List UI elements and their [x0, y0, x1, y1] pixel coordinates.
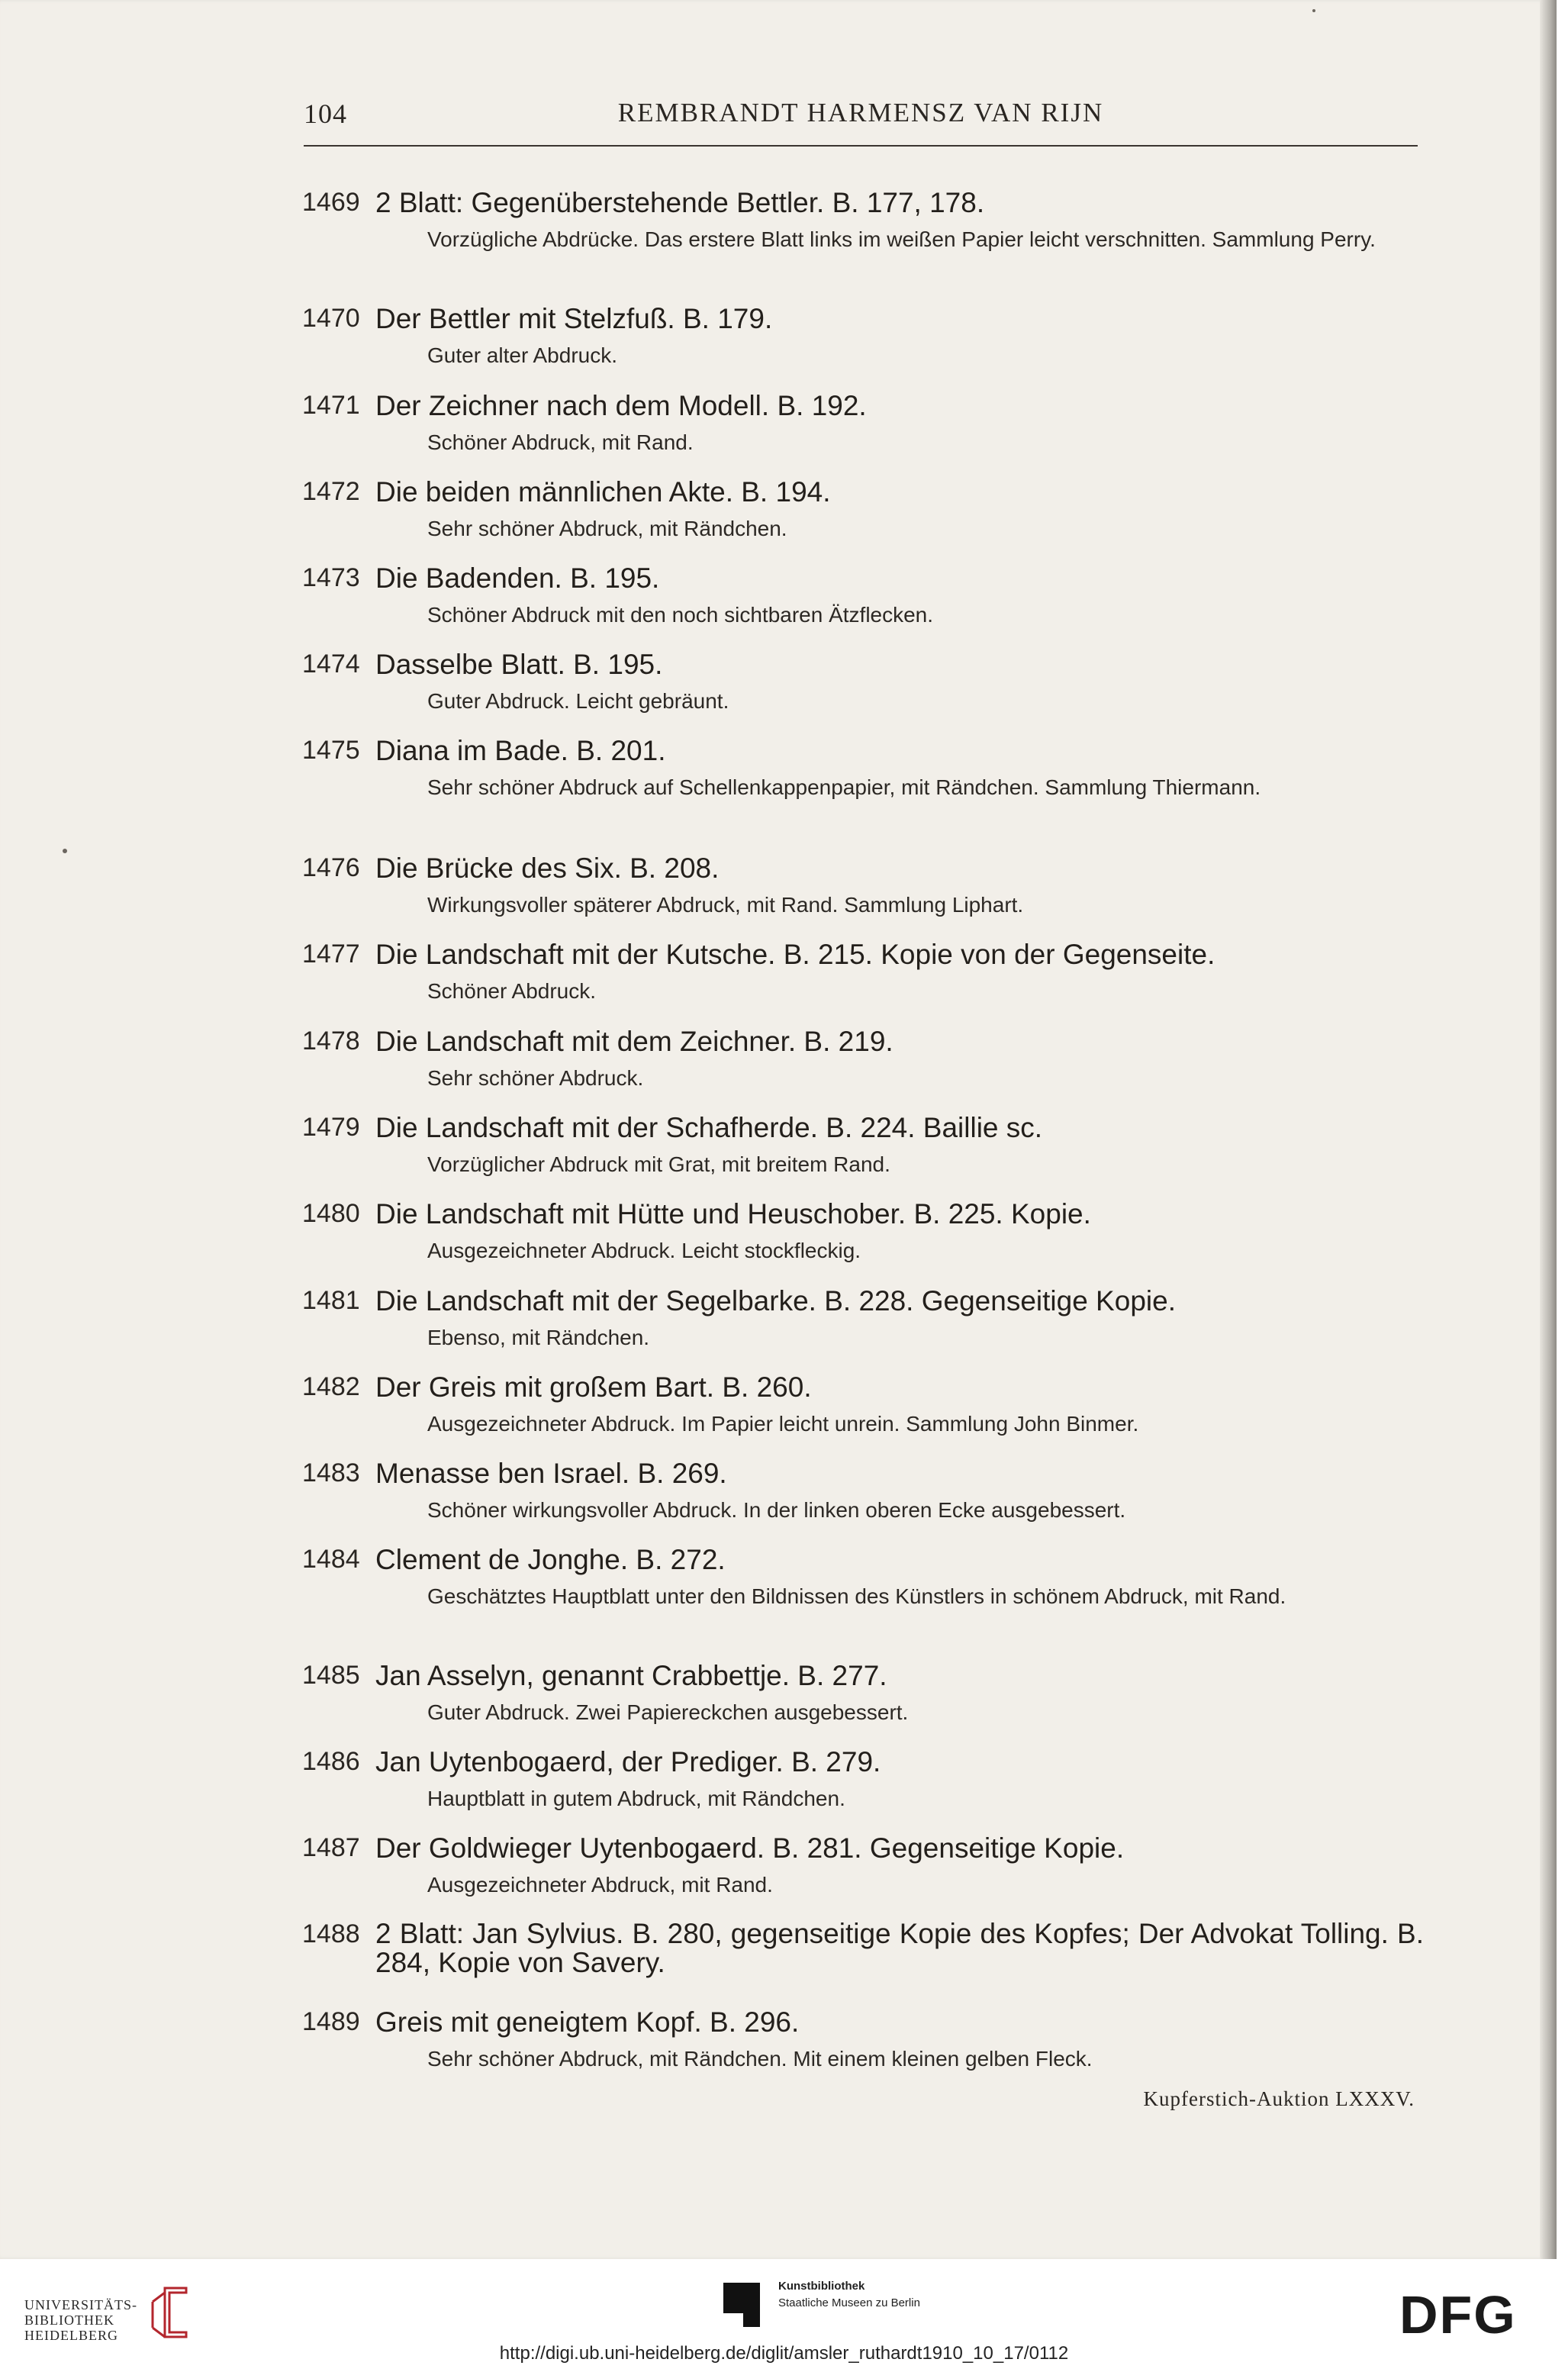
- lot-note: Wirkungsvoller späterer Abdruck, mit Rand. Sammlung Liphart.: [427, 893, 1024, 917]
- page-number: 104: [304, 98, 347, 129]
- lot-note: Ausgezeichneter Abdruck. Im Papier leicht unrein. Sammlung John Binmer.: [427, 1412, 1139, 1436]
- lot-number: 1483: [302, 1458, 360, 1487]
- lot-title: Jan Asselyn, genannt Crabbettje. B. 277.: [375, 1660, 887, 1691]
- lot-number: 1484: [302, 1545, 360, 1574]
- lot-number: 1489: [302, 2007, 360, 2036]
- lot-note: Vorzüglicher Abdruck mit Grat, mit breitem Rand.: [427, 1152, 890, 1176]
- kb-line-2: Staatliche Museen zu Berlin: [778, 2296, 920, 2309]
- lot-number: 1473: [302, 563, 360, 592]
- lot-number: 1469: [302, 188, 360, 217]
- ub-logo-icon: [142, 2282, 195, 2343]
- lot-title: 2 Blatt: Jan Sylvius. B. 280, gegenseitige Kopie des Kopfes; Der Advokat Tolling. B. 284, Kopie von Savery.: [375, 1918, 1424, 1978]
- lot-number: 1479: [302, 1113, 360, 1142]
- lot-number: 1475: [302, 736, 360, 765]
- lot-number: 1487: [302, 1833, 360, 1862]
- lot-title: Greis mit geneigtem Kopf. B. 296.: [375, 2006, 800, 2038]
- lot-note: Guter alter Abdruck.: [427, 343, 618, 367]
- ub-line-3: HEIDELBERG: [24, 2328, 118, 2343]
- ub-line-1: UNIVERSITÄTS-: [24, 2297, 137, 2312]
- lot-note: Schöner Abdruck, mit Rand.: [427, 430, 694, 454]
- lot-note: Hauptblatt in gutem Abdruck, mit Rändchen.: [427, 1787, 845, 1810]
- lot-number: 1482: [302, 1372, 360, 1401]
- lot-note: Ebenso, mit Rändchen.: [427, 1326, 650, 1349]
- lot-title: Dasselbe Blatt. B. 195.: [375, 649, 663, 680]
- ub-line-2: BIBLIOTHEK: [24, 2312, 114, 2328]
- lot-number: 1481: [302, 1286, 360, 1315]
- running-header: [304, 98, 1418, 147]
- lot-number: 1478: [302, 1026, 360, 1055]
- kb-line-1: Kunstbibliothek: [778, 2280, 865, 2293]
- kunstbibliothek-logo-icon: [717, 2278, 768, 2332]
- paper-speck: [63, 849, 67, 853]
- lot-number: 1472: [302, 477, 360, 506]
- lot-title: Clement de Jonghe. B. 272.: [375, 1544, 726, 1575]
- lot-note: Sehr schöner Abdruck, mit Rändchen. Mit einem kleinen gelben Fleck.: [427, 2047, 1093, 2071]
- catalog-footer: Kupferstich-Auktion LXXXV.: [1143, 2087, 1415, 2110]
- lot-note: Schöner wirkungsvoller Abdruck. In der linken oberen Ecke ausgebessert.: [427, 1498, 1126, 1522]
- lot-note: Sehr schöner Abdruck, mit Rändchen.: [427, 517, 787, 540]
- lot-title: Der Greis mit großem Bart. B. 260.: [375, 1371, 812, 1403]
- lot-number: 1486: [302, 1747, 360, 1776]
- lot-title: Der Zeichner nach dem Modell. B. 192.: [375, 390, 867, 421]
- lot-title: Die Landschaft mit der Segelbarke. B. 228. Gegenseitige Kopie.: [375, 1285, 1176, 1317]
- lot-title: Die Badenden. B. 195.: [375, 562, 660, 594]
- ub-heidelberg-label: [24, 2297, 137, 2343]
- lot-note: Guter Abdruck. Zwei Papiereckchen ausgebessert.: [427, 1700, 909, 1724]
- lot-number: 1476: [302, 853, 360, 882]
- lot-title: Die Brücke des Six. B. 208.: [375, 852, 720, 884]
- lot-title: Die beiden männlichen Akte. B. 194.: [375, 476, 831, 508]
- lot-title: Jan Uytenbogaerd, der Prediger. B. 279.: [375, 1746, 881, 1777]
- lot-note: Sehr schöner Abdruck auf Schellenkappenpapier, mit Rändchen. Sammlung Thiermann.: [427, 775, 1261, 799]
- running-title: REMBRANDT HARMENSZ VAN RIJN: [617, 98, 1104, 127]
- lot-title: Menasse ben Israel. B. 269.: [375, 1458, 727, 1489]
- lot-number: 1477: [302, 939, 360, 968]
- lot-title: Die Landschaft mit der Kutsche. B. 215. Kopie von der Gegenseite.: [375, 939, 1215, 970]
- lot-note: Vorzügliche Abdrücke. Das erstere Blatt links im weißen Papier leicht verschnitten. Sammlung Perry.: [427, 227, 1376, 251]
- lot-title: Diana im Bade. B. 201.: [375, 735, 666, 766]
- page-edge: [1540, 0, 1557, 2259]
- lot-number: 1480: [302, 1199, 360, 1228]
- dfg-logo: DFG: [1399, 2285, 1517, 2345]
- lot-note: Schöner Abdruck.: [427, 979, 597, 1003]
- lot-number: 1488: [302, 1919, 360, 1948]
- lot-title: Der Goldwieger Uytenbogaerd. B. 281. Gegenseitige Kopie.: [375, 1832, 1125, 1864]
- lot-title: 2 Blatt: Gegenüberstehende Bettler. B. 177, 178.: [375, 187, 985, 218]
- lot-title: Die Landschaft mit dem Zeichner. B. 219.: [375, 1026, 893, 1057]
- kunstbibliothek-label: [778, 2278, 920, 2312]
- lot-number: 1474: [302, 649, 360, 678]
- lot-title: Die Landschaft mit Hütte und Heuschober. B. 225. Kopie.: [375, 1198, 1091, 1230]
- lot-number: 1471: [302, 391, 360, 420]
- lot-note: Ausgezeichneter Abdruck, mit Rand.: [427, 1873, 773, 1897]
- lot-note: Guter Abdruck. Leicht gebräunt.: [427, 689, 729, 713]
- permalink-url[interactable]: http://digi.ub.uni-heidelberg.de/diglit/amsler_ruthardt1910_10_17/0112: [499, 2343, 1069, 2364]
- lot-number: 1470: [302, 304, 360, 333]
- lot-title: Die Landschaft mit der Schafherde. B. 224. Baillie sc.: [375, 1112, 1043, 1143]
- lot-number: 1485: [302, 1661, 360, 1690]
- lot-note: Ausgezeichneter Abdruck. Leicht stockfleckig.: [427, 1239, 861, 1262]
- lot-note: Schöner Abdruck mit den noch sichtbaren Ätzflecken.: [427, 603, 934, 627]
- lot-title: Der Bettler mit Stelzfuß. B. 179.: [375, 303, 773, 334]
- lot-note: Geschätztes Hauptblatt unter den Bildnissen des Künstlers in schönem Abdruck, mit Rand.: [427, 1584, 1286, 1608]
- paper-speck: [1312, 9, 1315, 12]
- lot-note: Sehr schöner Abdruck.: [427, 1066, 644, 1090]
